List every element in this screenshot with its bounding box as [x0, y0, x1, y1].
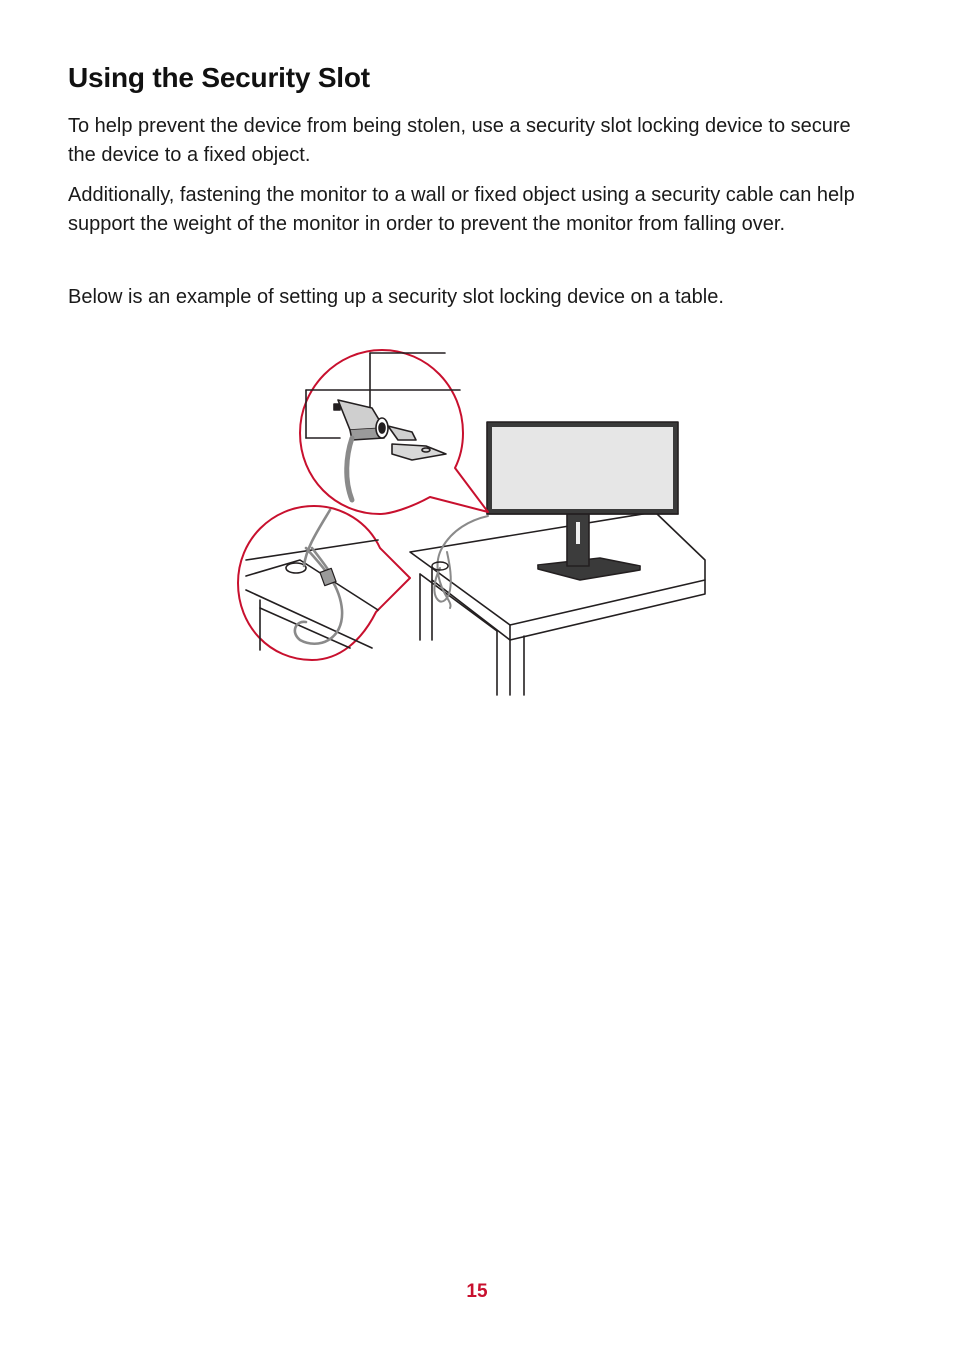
security-lock-illustration — [230, 340, 720, 705]
table — [410, 512, 705, 695]
paragraph-example: Below is an example of setting up a security slot locking device on a table. — [68, 286, 724, 308]
paragraph-cable-support: Additionally, fastening the monitor to a wall or fixed object using a security cable can help support the weight of the monitor in order to prevent the monitor from falling over. — [68, 184, 855, 235]
paragraph-intro: To help prevent the device from being stolen, use a security slot locking device to secure the device to a fixed object. — [68, 115, 851, 166]
magnified-lock-circle — [300, 350, 488, 514]
page-title: Using the Security Slot — [68, 62, 370, 93]
monitor — [487, 422, 678, 514]
magnified-table-circle — [238, 506, 410, 660]
page-number: 15 — [466, 1281, 488, 1302]
